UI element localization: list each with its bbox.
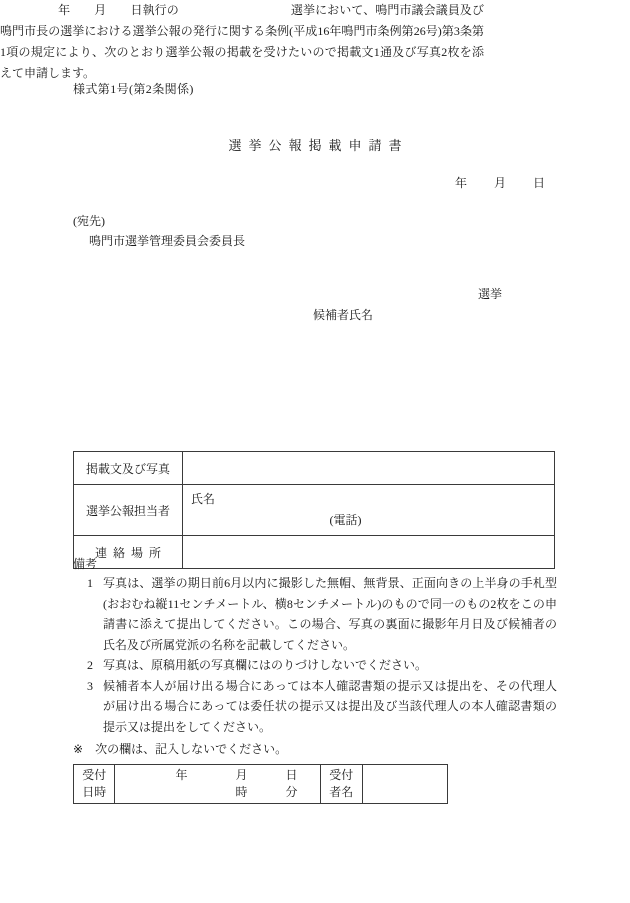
body-month-label: 月 xyxy=(94,3,107,17)
table-row xyxy=(74,452,555,485)
note-text: 写真は、選挙の期日前6月以内に撮影した無帽、無背景、正面向きの上半身の手札型(おおむね縦11センチメートル、横8センチメートル)のもので同一のもの2枚をこの申請書に添えて提出してください。この場合、写真の裏面に撮影年月日及び候補者の氏名及び所属党派の名称を記載してください。 xyxy=(103,576,557,652)
receipt-month-label: 月 xyxy=(235,768,248,782)
note-number: 2 xyxy=(87,658,93,672)
addressee-label: (宛先) xyxy=(73,214,105,228)
form-number: 様式第1号(第2条関係) xyxy=(73,82,194,96)
date-line xyxy=(455,174,546,191)
addressee-name: 鳴門市選挙管理委員会委員長 xyxy=(89,234,246,248)
note-text: 写真は、原稿用紙の写真欄にはのりづけしないでください。 xyxy=(103,658,428,672)
date-month-label: 月 xyxy=(494,176,508,190)
row-value-contact-place[interactable] xyxy=(183,536,555,569)
contact-phone-label: (電話) xyxy=(329,513,362,527)
notice-text: 次の欄は、記入しないでください。 xyxy=(95,742,288,756)
receipt-minute-label: 分 xyxy=(285,785,298,799)
note-number: 3 xyxy=(87,678,93,693)
body-main-text: 選挙において、鳴門市議会議員及び鳴門市長の選挙における選挙公報の発行に関する条例(平成16年鳴門市条例第26号)第3条第1項の規定により、次のとおり選挙公報の掲載を受けたいので掲載文1通及び写真2枚を添えて申請します。 xyxy=(0,3,484,80)
receipt-datetime-value[interactable] xyxy=(115,765,321,804)
receipt-receiver-label-line1: 受付 xyxy=(329,768,354,782)
table-row xyxy=(74,765,448,804)
notes-list xyxy=(73,573,557,737)
receipt-table xyxy=(73,764,448,804)
date-year-label: 年 xyxy=(455,176,469,190)
body-year-label: 年 xyxy=(58,3,71,17)
table-row xyxy=(74,536,555,569)
row-value-publication-and-photo[interactable] xyxy=(183,452,555,485)
notice-line xyxy=(73,740,287,757)
row-label-gazette-contact-person: 選挙公報担当者 xyxy=(74,485,183,536)
body-day-exec-label: 日執行の xyxy=(130,3,179,17)
receipt-receiver-label xyxy=(321,765,362,804)
receipt-time-row xyxy=(115,784,320,801)
election-label: 選挙 xyxy=(478,287,503,301)
note-text: 候補者本人が届け出る場合にあっては本人確認書類の提示又は提出を、その代理人が届け出る場合にあっては委任状の提示又は提出及び当該代理人の本人確認書類の提示又は提出をしてください。 xyxy=(103,678,557,734)
receipt-day-label: 日 xyxy=(285,768,298,782)
receipt-datetime-label xyxy=(74,765,115,804)
list-item xyxy=(73,676,557,738)
row-label-contact-place: 連絡場所 xyxy=(74,536,183,569)
asterisk-icon: ※ xyxy=(73,742,84,756)
list-item xyxy=(73,573,557,655)
receipt-receiver-value[interactable] xyxy=(362,765,447,804)
notes-heading: 備考 xyxy=(73,557,98,571)
row-value-gazette-contact-person[interactable] xyxy=(183,485,555,536)
candidate-name-label: 候補者氏名 xyxy=(313,308,374,322)
body-paragraph xyxy=(0,0,484,84)
note-number: 1 xyxy=(87,576,93,590)
contact-name-label: 氏名 xyxy=(191,492,216,506)
row-label-publication-and-photo: 掲載文及び写真 xyxy=(74,452,183,485)
list-item xyxy=(73,655,557,676)
date-day-label: 日 xyxy=(533,176,547,190)
page-title: 選挙公報掲載申請書 xyxy=(228,138,409,153)
receipt-receiver-label-line2: 者名 xyxy=(329,785,354,799)
receipt-year-label: 年 xyxy=(175,768,188,782)
receipt-date-row xyxy=(115,767,320,784)
receipt-hour-label: 時 xyxy=(235,785,248,799)
application-table xyxy=(73,451,555,569)
receipt-datetime-label-line1: 受付 xyxy=(82,768,107,782)
receipt-datetime-label-line2: 日時 xyxy=(82,785,107,799)
table-row xyxy=(74,485,555,536)
